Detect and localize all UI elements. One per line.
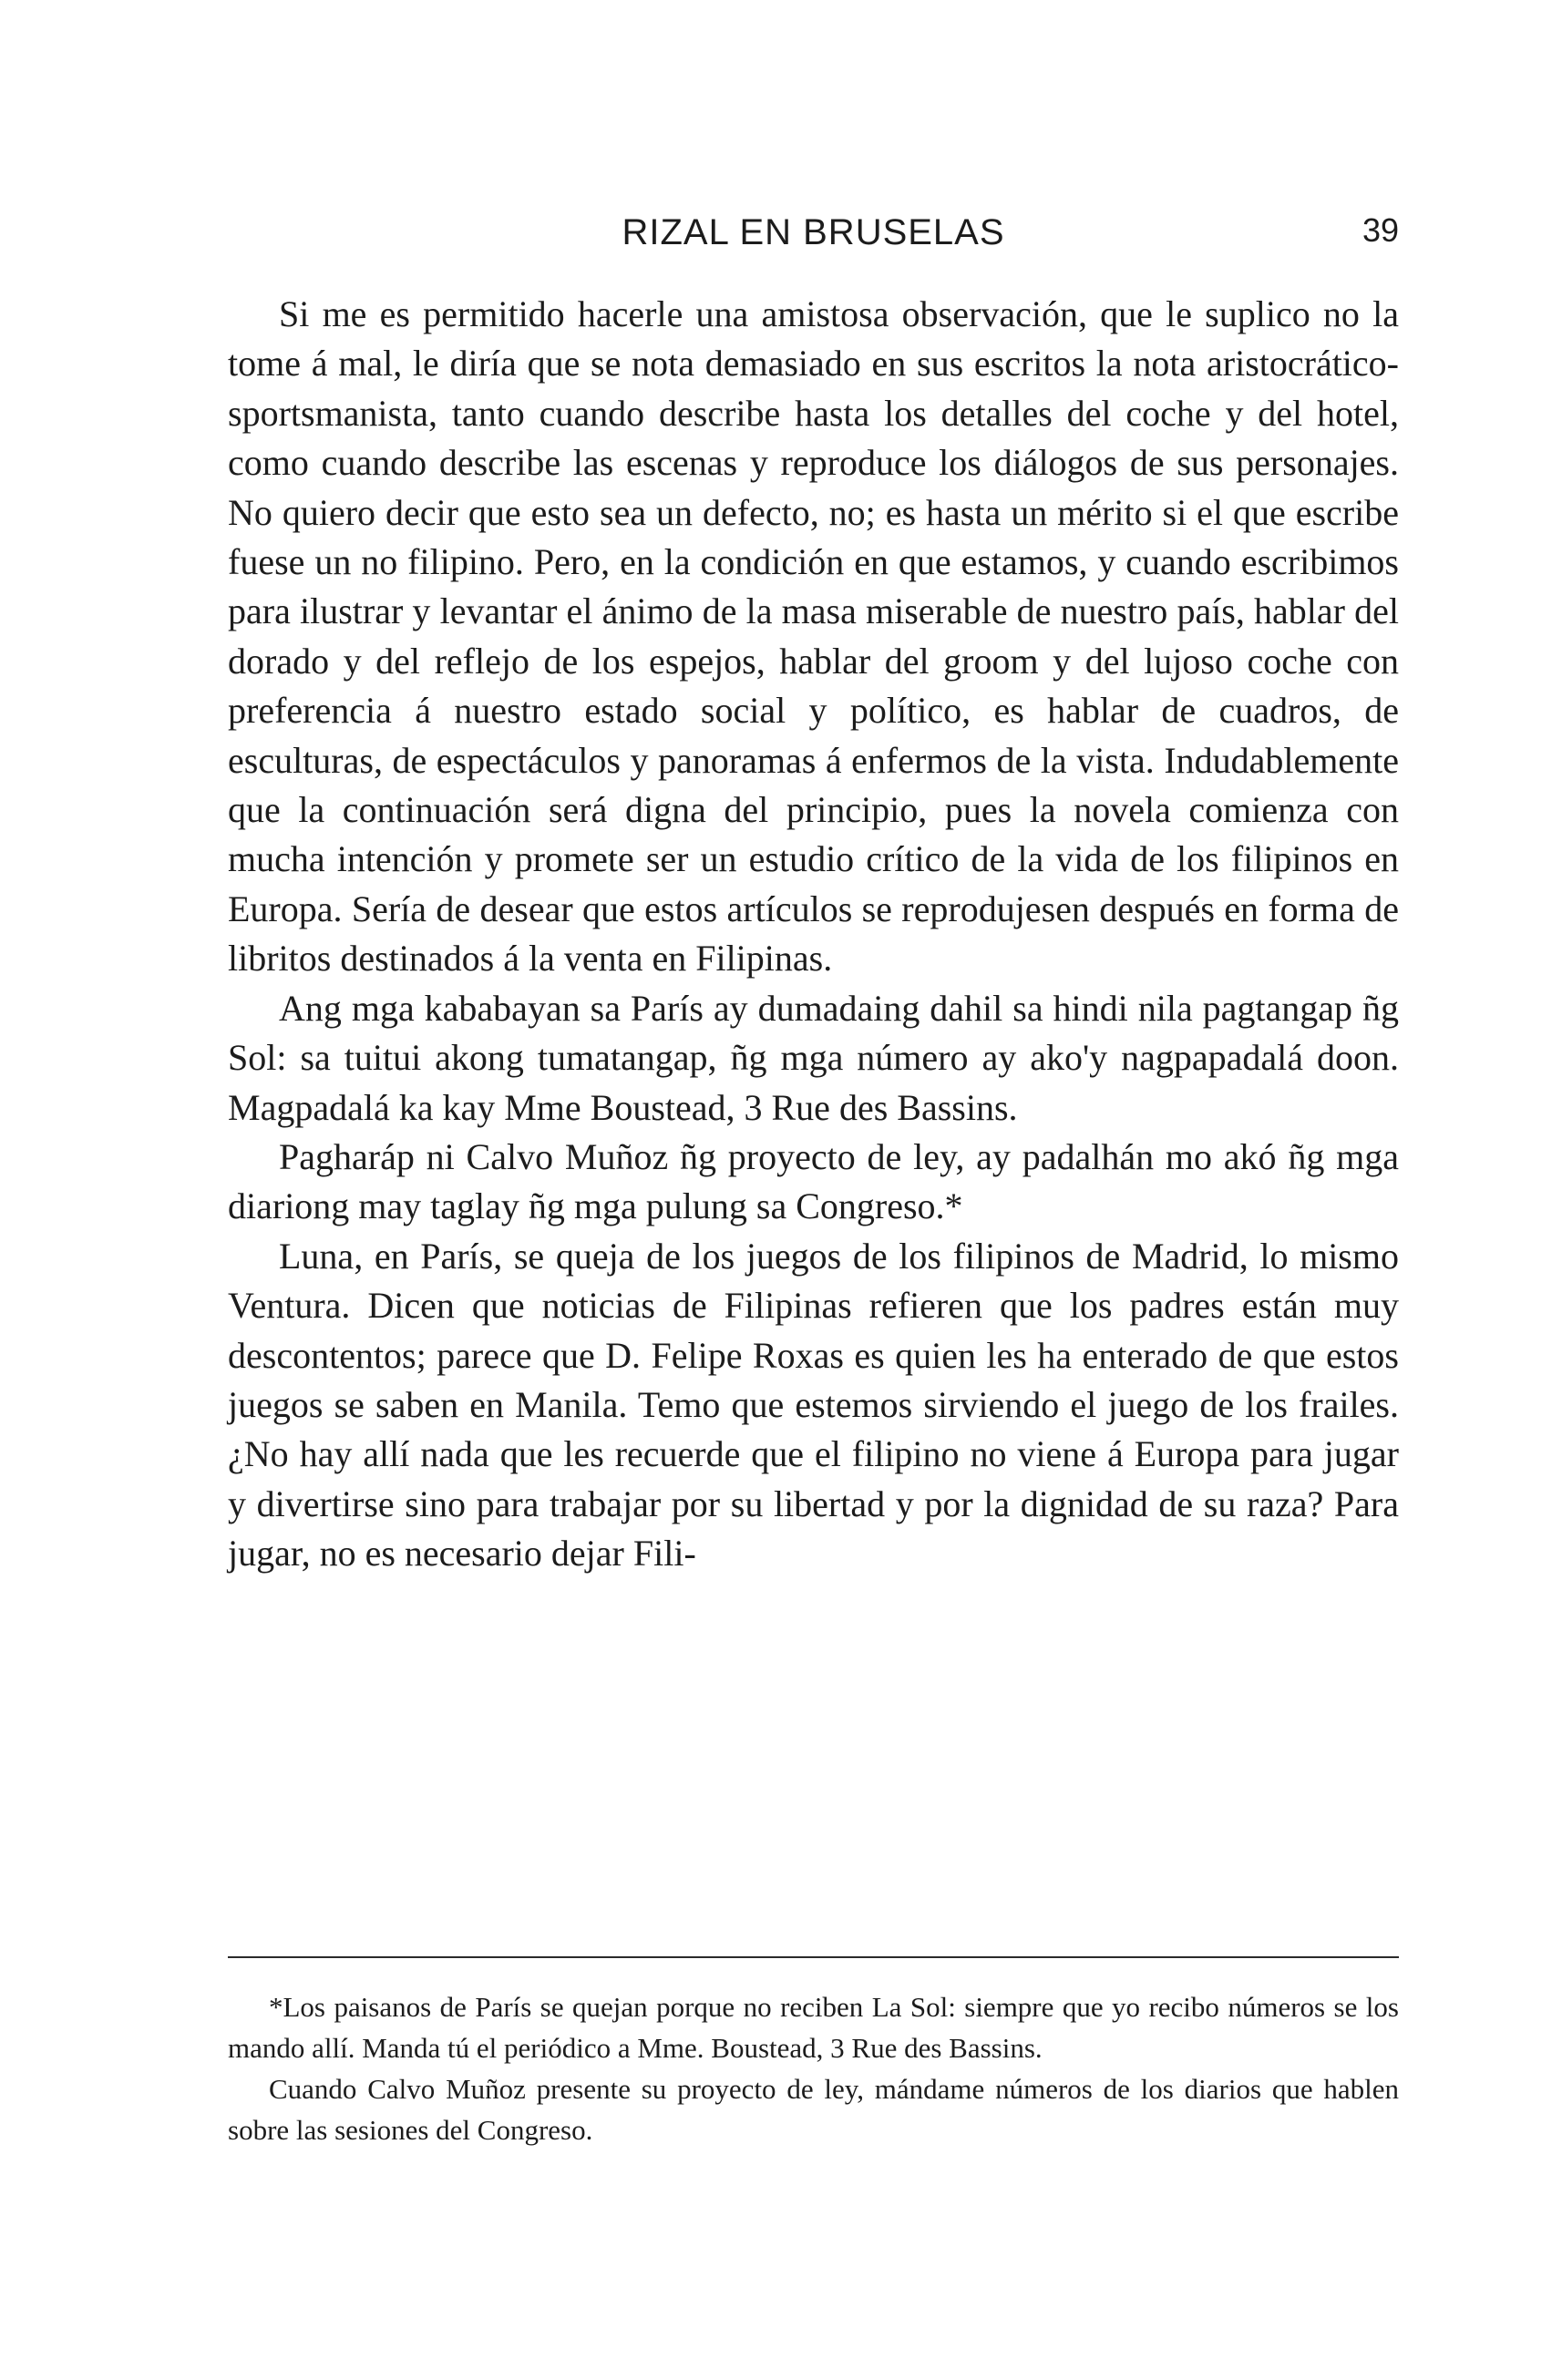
footnote-divider [228, 1956, 1399, 1958]
footnote: *Los paisanos de París se quejan porque no reciben La Sol: siempre que yo recibo números se los mando allí. Manda tú el periódico a Mme. Boustead, 3 Rue des Bassins. [228, 1991, 1399, 2064]
paragraph: Pagharáp ni Calvo Muñoz ñg proyecto de ley, ay padalhán mo akó ñg mga diariong may taglay ñg mga pulung sa Congreso.* [228, 1135, 1399, 1227]
footnotes [228, 1986, 1399, 2150]
main-text [228, 290, 1399, 1579]
paragraph: Si me es permitido hacerle una amistosa observación, que le suplico no la tome á mal, le diría que se nota demasiado en sus escritos la nota aristocrático-sportsmanista, tanto cuando describe hasta los detalles del coche y del hotel, como cuando describe las escenas y reproduce los diálogos de sus personajes. No quiero decir que esto sea un defecto, no; es hasta un mérito si el que escribe fuese un no filipino. Pero, en la condición en que estamos, y cuando escribimos para ilustrar y levantar el ánimo de la masa miserable de nuestro país, hablar del dorado y del reflejo de los espejos, hablar del groom y del lujoso coche con preferencia á nuestro estado social y político, es hablar de cuadros, de esculturas, de espectáculos y panoramas á enfermos de la vista. Indudablemente que la continuación será digna del principio, pues la novela comienza con mucha intención y promete ser un estudio crítico de la vida de los filipinos en Europa. Sería de desear que estos artículos se reprodujesen después en forma de libritos destinados á la venta en Filipinas. [228, 293, 1399, 980]
running-head: RIZAL EN BRUSELAS [622, 212, 1005, 252]
paragraph: Ang mga kababayan sa París ay dumadaing dahil sa hindi nila pagtangap ñg Sol: sa tuitui akong tumatangap, ñg mga número ay ako'y nagpapadalá doon. Magpadalá ka kay Mme Boustead, 3 Rue des Bassins. [228, 987, 1399, 1128]
page-number: 39 [1362, 211, 1399, 249]
page-header [228, 205, 1399, 260]
paragraph: Luna, en París, se queja de los juegos de los filipinos de Madrid, lo mismo Ventura. Dicen que noticias de Filipinas refieren que los padres están muy descontentos; parece que D. Felipe Roxas es quien les ha enterado de que estos juegos se saben en Manila. Temo que estemos sirviendo el juego de los frailes. ¿No hay allí nada que les recuerde que el filipino no viene á Europa para jugar y divertirse sino para trabajar por su libertad y por la dignidad de su raza? Para jugar, no es necesario dejar Fili- [228, 1235, 1399, 1575]
footnote: Cuando Calvo Muñoz presente su proyecto de ley, mándame números de los diarios que hablen sobre las sesiones del Congreso. [228, 2073, 1399, 2146]
